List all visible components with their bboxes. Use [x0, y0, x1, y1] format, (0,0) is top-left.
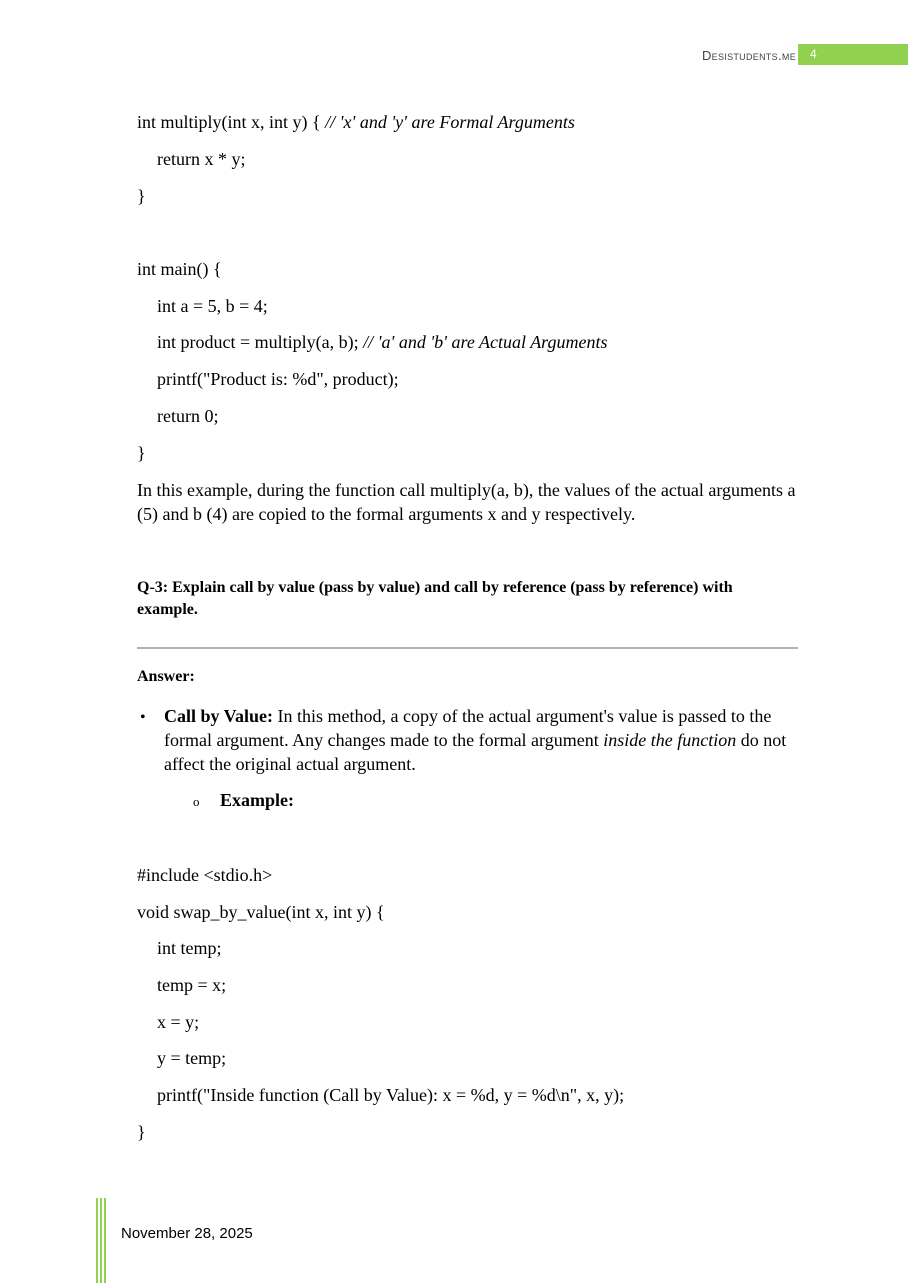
code-line: } — [137, 1122, 146, 1142]
header-site-name: Desistudents.me — [701, 48, 796, 63]
code-comment: // 'a' and 'b' are Actual Arguments — [363, 332, 608, 352]
code-line — [157, 331, 608, 353]
code-line: y = temp; — [157, 1048, 227, 1068]
bullet-text — [164, 704, 794, 776]
question-heading: Q-3: Explain call by value (pass by value) and call by reference (pass by reference) with example. — [137, 579, 733, 618]
code-line: void swap_by_value(int x, int y) { — [137, 902, 385, 922]
bullet-italic: inside the function — [603, 730, 737, 750]
bullet-body-end: do not affect the original actual argument. — [164, 730, 787, 774]
footer-date: November 28, 2025 — [121, 1225, 253, 1242]
code-line: int main() { — [137, 259, 222, 279]
bullet-body: In this method, a copy of the actual argument's value is passed to the formal argument. Any changes made to the formal argument — [164, 706, 772, 750]
bullet-term: Call by Value: — [164, 706, 274, 726]
code-line: temp = x; — [157, 975, 227, 995]
code-line — [137, 111, 575, 133]
example-label: Example: — [220, 790, 294, 810]
bullet-icon: • — [140, 709, 146, 726]
page-number: 4 — [798, 44, 908, 65]
code-line: return 0; — [157, 406, 219, 426]
divider — [137, 647, 798, 649]
code-text: int multiply(int x, int y) { — [137, 112, 326, 132]
code-comment: // 'x' and 'y' are Formal Arguments — [325, 112, 575, 132]
code-text: int product = multiply(a, b); — [157, 332, 364, 352]
sub-bullet-icon: o — [193, 794, 200, 809]
code-line: int a = 5, b = 4; — [157, 296, 268, 316]
code-line: } — [137, 443, 146, 463]
code-line: int temp; — [157, 938, 222, 958]
explanation-paragraph: In this example, during the function call multiply(a, b), the values of the actual arguments a (5) and b (4) are copied to the formal arguments x and y respectively. — [137, 480, 796, 524]
code-line: #include <stdio.h> — [137, 865, 273, 885]
code-line: x = y; — [157, 1012, 200, 1032]
code-line: } — [137, 186, 146, 206]
footer-accent-bars — [96, 1198, 110, 1283]
code-line: return x * y; — [157, 149, 246, 169]
code-line: printf("Product is: %d", product); — [157, 369, 399, 389]
answer-label: Answer: — [137, 668, 195, 685]
code-line: printf("Inside function (Call by Value): x = %d, y = %d\n", x, y); — [157, 1085, 625, 1105]
